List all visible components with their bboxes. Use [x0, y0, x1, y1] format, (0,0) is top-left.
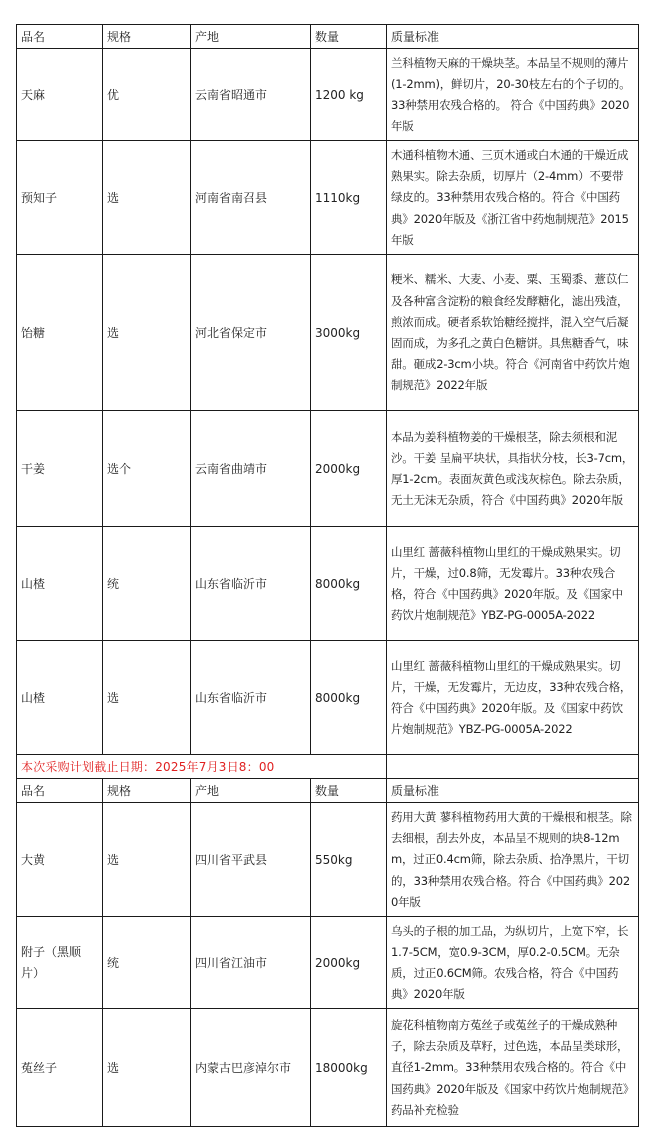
cell-name: 预知子 [17, 141, 103, 255]
notice-row [17, 755, 639, 779]
col-header-qty: 数量 [311, 779, 387, 803]
cell-spec: 选个 [103, 411, 191, 527]
cell-name: 菟丝子 [17, 1009, 103, 1127]
table-row [17, 917, 639, 1009]
cell-origin: 内蒙古巴彦淖尔市 [191, 1009, 311, 1127]
cell-name: 山楂 [17, 641, 103, 755]
cell-std: 山里红 蔷薇科植物山里红的干燥成熟果实。切片，干燥，过0.8筛，无发霉片。33种农残合格，符合《中国药典》2020年版。及《国家中药饮片炮制规范》YBZ-PG-0005A-2022 [387, 527, 639, 641]
cell-std: 粳米、糯米、大麦、小麦、粟、玉蜀黍、薏苡仁及各种富含淀粉的粮食经发酵糖化，滤出残渣，煎浓而成。硬者系软饴糖经搅拌，混入空气后凝固而成，为多孔之黄白色糖饼。具焦糖香气，味甜。砸成2-3cm小块。符合《河南省中药饮片炮制规范》2022年版 [387, 255, 639, 411]
cell-qty: 550kg [311, 803, 387, 917]
cell-qty: 2000kg [311, 917, 387, 1009]
table-row [17, 527, 639, 641]
cell-origin: 四川省江油市 [191, 917, 311, 1009]
table-row [17, 641, 639, 755]
header-row [17, 779, 639, 803]
cell-std: 旋花科植物南方菟丝子或菟丝子的干燥成熟种子，除去杂质及草籽，过色选，本品呈类球形，直径1-2mm。33种禁用农残合格的。符合《中国药典》2020年版及《国家中药饮片炮制规范》药品补充检验 [387, 1009, 639, 1127]
cell-origin: 云南省曲靖市 [191, 411, 311, 527]
cell-qty: 8000kg [311, 527, 387, 641]
col-header-spec: 规格 [103, 25, 191, 49]
cell-name: 山楂 [17, 527, 103, 641]
col-header-name: 品名 [17, 779, 103, 803]
col-header-origin: 产地 [191, 779, 311, 803]
cell-spec: 统 [103, 917, 191, 1009]
cell-qty: 1110kg [311, 141, 387, 255]
cell-origin: 四川省平武县 [191, 803, 311, 917]
col-header-qty: 数量 [311, 25, 387, 49]
table-row [17, 803, 639, 917]
cell-name: 干姜 [17, 411, 103, 527]
cell-std: 本品为姜科植物姜的干燥根茎，除去须根和泥沙。干姜 呈扁平块状，具指状分枝，长3-7cm，厚1-2cm。表面灰黄色或浅灰棕色。除去杂质，无土无沫无杂质，符合《中国药典》2020年版 [387, 411, 639, 527]
table-row [17, 141, 639, 255]
cell-spec: 统 [103, 527, 191, 641]
cell-spec: 优 [103, 49, 191, 141]
cell-name: 饴糖 [17, 255, 103, 411]
cell-qty: 8000kg [311, 641, 387, 755]
table-row [17, 49, 639, 141]
cell-std: 兰科植物天麻的干燥块茎。本品呈不规则的薄片(1-2mm)，鲜切片，20-30枝左右的个子切的。33种禁用农残合格的。 符合《中国药典》2020年版 [387, 49, 639, 141]
cell-spec: 选 [103, 255, 191, 411]
cell-origin: 山东省临沂市 [191, 641, 311, 755]
cell-name: 大黄 [17, 803, 103, 917]
cell-qty: 18000kg [311, 1009, 387, 1127]
col-header-std: 质量标准 [387, 779, 639, 803]
cell-origin: 河南省南召县 [191, 141, 311, 255]
cell-qty: 3000kg [311, 255, 387, 411]
procurement-table [16, 24, 639, 1127]
cell-qty: 2000kg [311, 411, 387, 527]
table-row [17, 255, 639, 411]
table-row [17, 411, 639, 527]
cell-std: 山里红 蔷薇科植物山里红的干燥成熟果实。切片，干燥，无发霉片，无边皮，33种农残合格，符合《中国药典》2020年版。及《国家中药饮片炮制规范》YBZ-PG-0005A-2022 [387, 641, 639, 755]
header-row [17, 25, 639, 49]
empty-cell [387, 755, 639, 779]
cell-std: 乌头的子根的加工品，为纵切片，上宽下窄，长1.7-5CM，宽0.9-3CM，厚0.2-0.5CM。无杂质，过正0.6CM筛。农残合格，符合《中国药典》2020年版 [387, 917, 639, 1009]
cell-spec: 选 [103, 641, 191, 755]
col-header-origin: 产地 [191, 25, 311, 49]
cell-std: 药用大黄 蓼科植物药用大黄的干燥根和根茎。除去细根，刮去外皮，本品呈不规则的块8-12mm，过正0.4cm筛，除去杂质、拾净黑片，干切的，33种禁用农残合格。符合《中国药典》2020年版 [387, 803, 639, 917]
col-header-name: 品名 [17, 25, 103, 49]
deadline-notice: 本次采购计划截止日期：2025年7月3日8：00 [17, 755, 387, 779]
cell-spec: 选 [103, 1009, 191, 1127]
cell-spec: 选 [103, 803, 191, 917]
cell-name: 附子（黑顺片） [17, 917, 103, 1009]
cell-std: 木通科植物木通、三页木通或白木通的干燥近成熟果实。除去杂质，切厚片（2-4mm）不要带绿皮的。33种禁用农残合格的。符合《中国药典》2020年版及《浙江省中药炮制规范》2015年版 [387, 141, 639, 255]
table-row [17, 1009, 639, 1127]
cell-spec: 选 [103, 141, 191, 255]
col-header-spec: 规格 [103, 779, 191, 803]
cell-origin: 山东省临沂市 [191, 527, 311, 641]
col-header-std: 质量标准 [387, 25, 639, 49]
cell-name: 天麻 [17, 49, 103, 141]
cell-origin: 云南省昭通市 [191, 49, 311, 141]
cell-qty: 1200 kg [311, 49, 387, 141]
cell-origin: 河北省保定市 [191, 255, 311, 411]
